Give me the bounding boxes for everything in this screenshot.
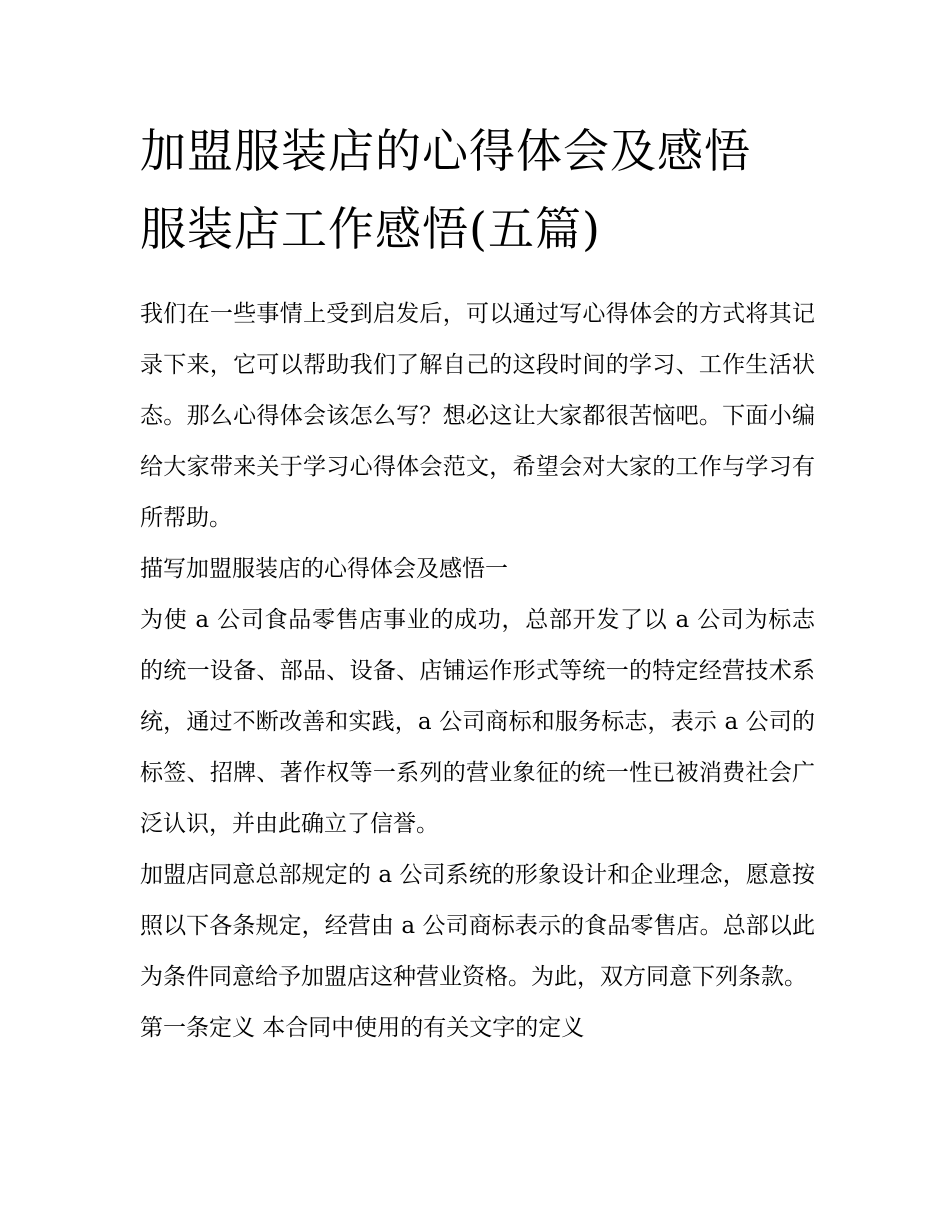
intro-paragraph: 我们在一些事情上受到启发后，可以通过写心得体会的方式将其记录下来，它可以帮助我们了解自己的这段时间的学习、工作生活状态。那么心得体会该怎么写？想必这让大家都很苦恼吧。下面小编给大家带来关于学习心得体会范文，希望会对大家的工作与学习有所帮助。 bbox=[140, 301, 815, 531]
document-title: 加盟服装店的心得体会及感悟 服装店工作感悟(五篇) bbox=[140, 124, 751, 256]
document-body bbox=[140, 112, 815, 1054]
section-heading: 描写加盟服装店的心得体会及感悟一 bbox=[140, 556, 508, 582]
article-heading: 第一条定义 本合同中使用的有关文字的定义 bbox=[140, 1015, 585, 1041]
paragraph-list bbox=[140, 289, 815, 1054]
body-paragraph: 加盟店同意总部规定的 a 公司系统的形象设计和企业理念，愿意按照以下各条规定，经营由 a 公司商标表示的食品零售店。总部以此为条件同意给予加盟店这种营业资格。为此，双方同意下列条款。 bbox=[140, 862, 815, 990]
body-paragraph: 为使 a 公司食品零售店事业的成功，总部开发了以 a 公司为标志的统一设备、部品、设备、店铺运作形式等统一的特定经营技术系统，通过不断改善和实践，a 公司商标和服务标志，表示 a 公司的标签、招牌、著作权等一系列的营业象征的统一性已被消费社会广泛认识，并由此确立了信誉。 bbox=[140, 607, 815, 837]
